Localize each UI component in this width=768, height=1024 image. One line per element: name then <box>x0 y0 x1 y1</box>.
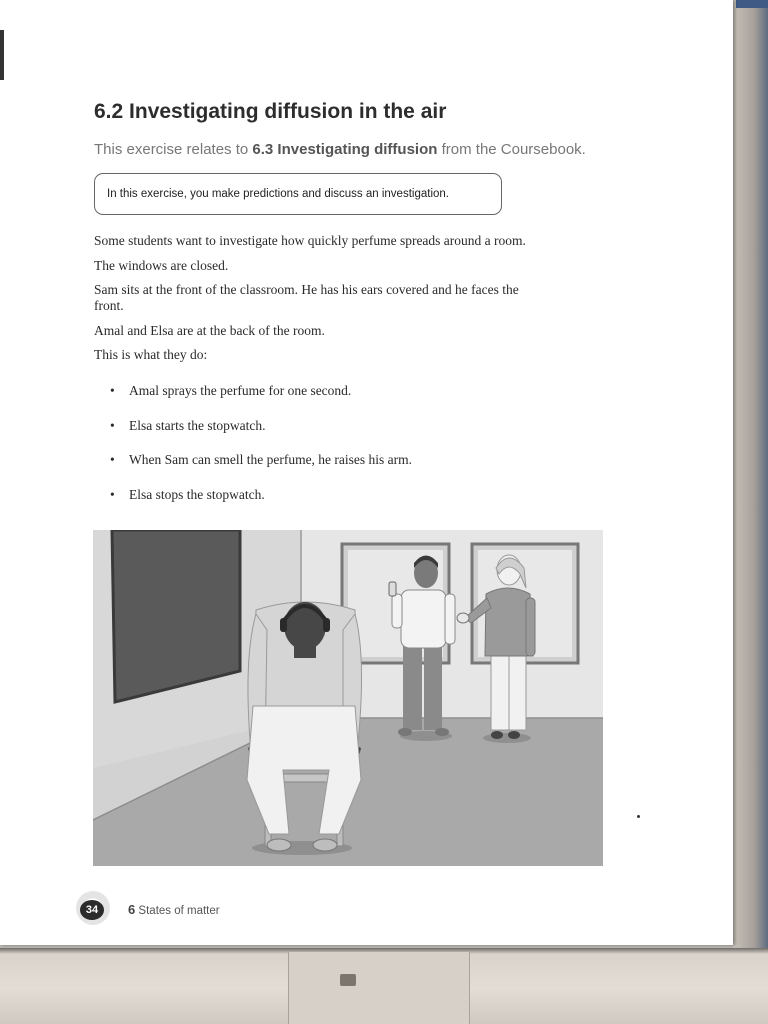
chapter-title: States of matter <box>135 905 220 917</box>
scanner-latch-icon <box>340 974 356 986</box>
stopwatch <box>457 613 469 623</box>
paragraph: This is what they do: <box>94 347 208 362</box>
section-subtitle <box>94 141 586 158</box>
bullet-icon: • <box>110 418 115 433</box>
list-item-text: Elsa starts the stopwatch. <box>129 418 266 433</box>
book-cover-edge <box>736 0 768 8</box>
paragraph: Some students want to investigate how quickly perfume spreads around a room. <box>94 233 526 248</box>
binding-mark <box>0 30 4 80</box>
list-item-text: Elsa stops the stopwatch. <box>129 487 265 502</box>
book-edge <box>733 0 768 948</box>
classroom-scene <box>93 530 603 866</box>
scan-speck <box>637 815 640 818</box>
perfume-bottle <box>389 582 396 596</box>
subtitle-reference: 6.3 Investigating diffusion <box>252 141 438 158</box>
section-title: 6.2 Investigating diffusion in the air <box>94 100 447 123</box>
chapter-footer <box>128 902 220 917</box>
paragraph: Sam sits at the front of the classroom. He has his ears covered and he faces the front. <box>94 282 519 313</box>
list-item-text: Amal sprays the perfume for one second. <box>129 383 352 398</box>
blackboard <box>112 530 240 702</box>
scanner-lid <box>288 952 470 1024</box>
classroom-illustration <box>93 530 603 866</box>
subtitle-prefix: This exercise relates to <box>94 141 253 158</box>
list-item <box>110 452 412 468</box>
list-item <box>110 487 265 503</box>
page-number: 34 <box>80 900 104 920</box>
list-item <box>110 418 265 434</box>
paragraph: The windows are closed. <box>94 258 229 273</box>
list-item <box>110 383 351 399</box>
bullet-icon: • <box>110 452 115 467</box>
subtitle-suffix: from the Coursebook. <box>437 141 586 158</box>
intro-box <box>94 173 502 215</box>
chapter-number: 6 <box>128 902 136 917</box>
list-item-text: When Sam can smell the perfume, he raises his arm. <box>129 452 413 467</box>
bullet-icon: • <box>110 487 115 502</box>
intro-text: In this exercise, you make predictions and discuss an investigation. <box>107 188 449 200</box>
paragraph: Amal and Elsa are at the back of the room. <box>94 323 325 338</box>
bullet-icon: • <box>110 383 115 398</box>
